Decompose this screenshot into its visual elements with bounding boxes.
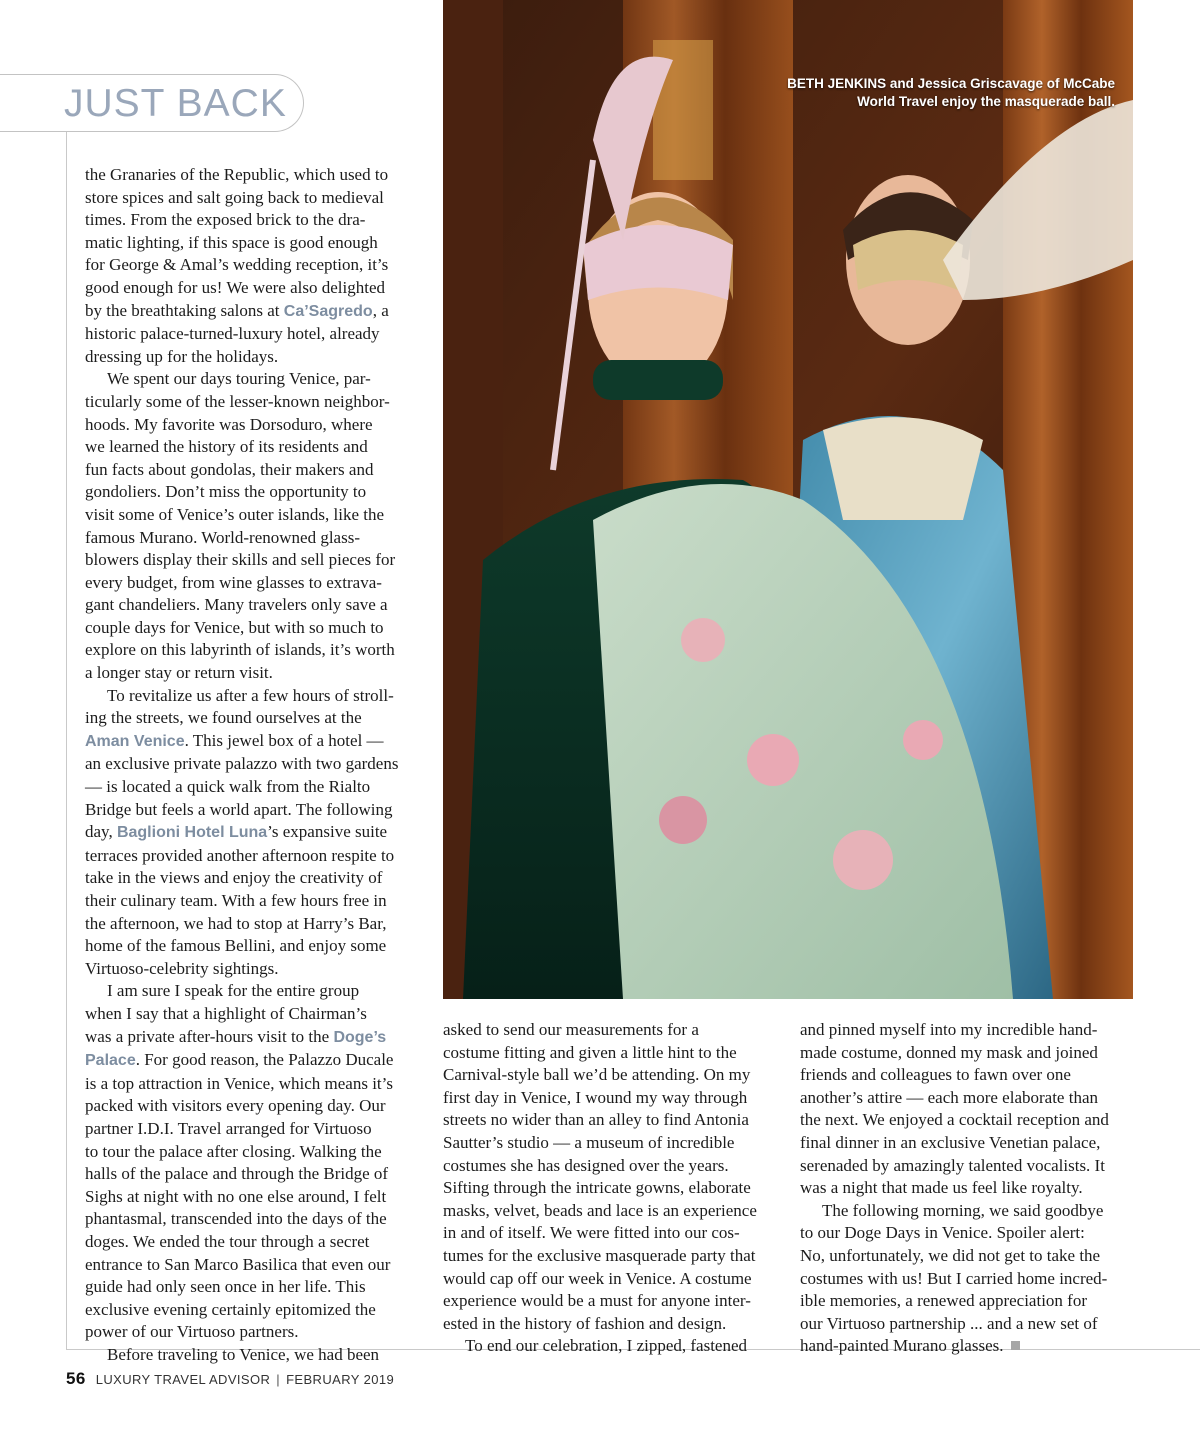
- text-line: ested in the history of fashion and design.: [443, 1313, 727, 1333]
- text-fragment: by the breathtaking salons at: [85, 300, 284, 320]
- text-fragment: . This jewel box of a hotel —: [184, 730, 384, 750]
- text-line: Bridge but feels a world apart. The following: [85, 799, 393, 819]
- text-line: Carnival-style ball we’d be attending. On my: [443, 1065, 751, 1085]
- publication-name: LUXURY TRAVEL ADVISOR: [95, 1372, 271, 1387]
- masquerade-photo: [443, 0, 1133, 999]
- text-line: when I say that a highlight of Chairman’s: [85, 1003, 367, 1023]
- text-fragment: day,: [85, 822, 117, 842]
- text-line: their culinary team. With a few hours free in: [85, 891, 387, 910]
- text-fragment: was a private after-hours visit to the: [85, 1026, 334, 1046]
- text-line: fun facts about gondolas, their makers and: [85, 459, 374, 479]
- text-line: famous Murano. World-renowned glass-: [85, 527, 360, 547]
- section-title: JUST BACK: [64, 82, 287, 125]
- text-line: made costume, donned my mask and joined: [800, 1042, 1098, 1062]
- text-line: gant chandeliers. Many travelers only save a: [85, 595, 388, 615]
- text-line: [800, 1335, 1140, 1358]
- text-line: take in the views and enjoy the creativity of: [85, 868, 383, 888]
- text-line: [85, 821, 420, 845]
- text-line: streets no wider than an alley to find Antonia: [443, 1110, 749, 1130]
- caption-line: BETH JENKINS and Jessica Griscavage of McCabe: [787, 76, 1115, 91]
- text-line: — is located a quick walk from the Rialto: [85, 777, 371, 797]
- text-line: the afternoon, we had to stop at Harry’s Bar,: [85, 913, 387, 933]
- footer-separator: |: [276, 1372, 281, 1387]
- text-line: experience would be a must for anyone inter-: [443, 1291, 751, 1311]
- text-fragment: , a: [372, 300, 389, 320]
- text-line: [85, 730, 420, 754]
- text-line: dressing up for the holidays.: [85, 346, 279, 366]
- text-line: costume fitting and given a little hint to the: [443, 1042, 737, 1062]
- text-line: serenaded by amazingly talented vocalists. It: [800, 1155, 1105, 1175]
- text-line: in and of itself. We were fitted into our cos-: [443, 1223, 740, 1243]
- hotel-name-aman-venice: Aman Venice: [85, 732, 185, 750]
- text-fragment: ’s expansive suite: [267, 822, 388, 842]
- text-line: No, unfortunately, we did not get to take the: [800, 1245, 1101, 1265]
- text-line: home of the famous Bellini, and enjoy some: [85, 936, 387, 956]
- text-line: costumes she has designed over the years.: [443, 1155, 729, 1175]
- text-line: Sighs at night with no one else around, I felt: [85, 1186, 387, 1206]
- text-line: Sifting through the intricate gowns, elaborate: [443, 1178, 751, 1198]
- article-column-3: [800, 1019, 1140, 1358]
- text-line: another’s attire — each more elaborate than: [800, 1087, 1098, 1107]
- text-line: [85, 1049, 420, 1073]
- end-mark-icon: [1011, 1341, 1020, 1350]
- text-line: good enough for us! We were also delighted: [85, 277, 385, 297]
- page-footer: [66, 1369, 394, 1389]
- page-number: 56: [66, 1369, 86, 1388]
- text-line: masks, velvet, beads and lace is an experience: [443, 1200, 757, 1220]
- text-line: To end our celebration, I zipped, fastened: [465, 1336, 748, 1356]
- text-line: and pinned myself into my incredible hand-: [800, 1020, 1098, 1039]
- text-line: ticularly some of the lesser-known neighbor-: [85, 391, 390, 411]
- text-line: tumes for the exclusive masquerade party that: [443, 1245, 756, 1265]
- text-line: asked to send our measurements for a: [443, 1020, 699, 1039]
- photo-caption: [787, 75, 1115, 111]
- text-line: a longer stay or return visit.: [85, 663, 273, 683]
- text-line: exclusive evening certainly epitomized the: [85, 1299, 376, 1319]
- text-line: for George & Amal’s wedding reception, it’s: [85, 255, 389, 275]
- hotel-name-baglioni: Baglioni Hotel Luna: [116, 824, 268, 842]
- text-line: store spices and salt going back to medieval: [85, 187, 384, 207]
- text-line: an exclusive private palazzo with two gardens: [85, 754, 399, 774]
- article-column-1: [85, 164, 420, 1366]
- text-line: doges. We ended the tour through a secret: [85, 1231, 370, 1251]
- text-line: explore on this labyrinth of islands, it’s worth: [85, 640, 395, 660]
- text-line: Sautter’s studio — a museum of incredible: [443, 1132, 735, 1152]
- text-line: matic lighting, if this space is good enough: [85, 232, 378, 252]
- text-line: the Granaries of the Republic, which used to: [85, 165, 389, 184]
- place-name-doges: Doge’s: [333, 1028, 387, 1046]
- frame-rule-vertical: [66, 132, 67, 1350]
- text-line: gondoliers. Don’t miss the opportunity to: [85, 482, 367, 502]
- text-line: phantasmal, transcended into the days of the: [85, 1209, 387, 1229]
- text-line: first day in Venice, I wound my way through: [443, 1087, 748, 1107]
- text-line: to our Doge Days in Venice. Spoiler alert:: [800, 1223, 1085, 1243]
- text-line: hoods. My favorite was Dorsoduro, where: [85, 414, 373, 434]
- text-line: power of our Virtuoso partners.: [85, 1322, 299, 1342]
- photo-illustration: [443, 0, 1133, 999]
- issue-date: FEBRUARY 2019: [286, 1372, 395, 1387]
- text-line: we learned the history of its residents and: [85, 437, 368, 457]
- text-line: final dinner in an exclusive Venetian palace,: [800, 1132, 1101, 1152]
- text-line: our Virtuoso partnership ... and a new set of: [800, 1313, 1098, 1333]
- text-line: to tour the palace after closing. Walking the: [85, 1141, 382, 1161]
- text-line: guide had only seen once in her life. This: [85, 1277, 366, 1297]
- text-line: every budget, from wine glasses to extrava-: [85, 572, 382, 592]
- caption-line: World Travel enjoy the masquerade ball.: [857, 94, 1115, 109]
- text-line: was a night that made us feel like royalty.: [800, 1178, 1083, 1198]
- text-fragment: hand-painted Murano glasses.: [800, 1336, 1004, 1356]
- text-line: historic palace-turned-luxury hotel, already: [85, 324, 380, 344]
- text-line: is a top attraction in Venice, which means it’s: [85, 1073, 393, 1093]
- hotel-name-ca-sagredo: Ca’Sagredo: [283, 302, 373, 320]
- text-line: entrance to San Marco Basilica that even our: [85, 1254, 391, 1274]
- text-line: [85, 300, 420, 324]
- text-line: To revitalize us after a few hours of stroll-: [107, 685, 394, 705]
- text-line: couple days for Venice, but with so much to: [85, 617, 384, 637]
- text-fragment: . For good reason, the Palazzo Ducale: [135, 1050, 394, 1070]
- text-line: would cap off our week in Venice. A costume: [443, 1268, 752, 1288]
- text-line: We spent our days touring Venice, par-: [107, 369, 371, 389]
- text-line: friends and colleagues to fawn over one: [800, 1065, 1071, 1085]
- text-line: halls of the palace and through the Bridge of: [85, 1164, 389, 1184]
- text-line: Virtuoso-celebrity sightings.: [85, 958, 279, 978]
- text-line: The following morning, we said goodbye: [822, 1200, 1104, 1220]
- text-line: ible memories, a renewed appreciation for: [800, 1291, 1087, 1311]
- text-line: visit some of Venice’s outer islands, like the: [85, 504, 385, 524]
- article-column-2: [443, 1019, 783, 1358]
- text-line: Before traveling to Venice, we had been: [107, 1344, 380, 1364]
- text-line: packed with visitors every opening day. Our: [85, 1096, 386, 1116]
- text-line: terraces provided another afternoon respite to: [85, 845, 395, 865]
- place-name-palace: Palace: [85, 1052, 136, 1070]
- text-line: partner I.D.I. Travel arranged for Virtuoso: [85, 1118, 372, 1138]
- text-line: times. From the exposed brick to the dra-: [85, 210, 366, 230]
- text-line: blowers display their skills and sell pieces for: [85, 550, 396, 570]
- text-line: [85, 1026, 420, 1050]
- text-line: ing the streets, we found ourselves at the: [85, 708, 362, 728]
- text-line: I am sure I speak for the entire group: [107, 981, 360, 1001]
- text-line: the next. We enjoyed a cocktail reception and: [800, 1110, 1109, 1130]
- text-line: costumes with us! But I carried home incred-: [800, 1268, 1108, 1288]
